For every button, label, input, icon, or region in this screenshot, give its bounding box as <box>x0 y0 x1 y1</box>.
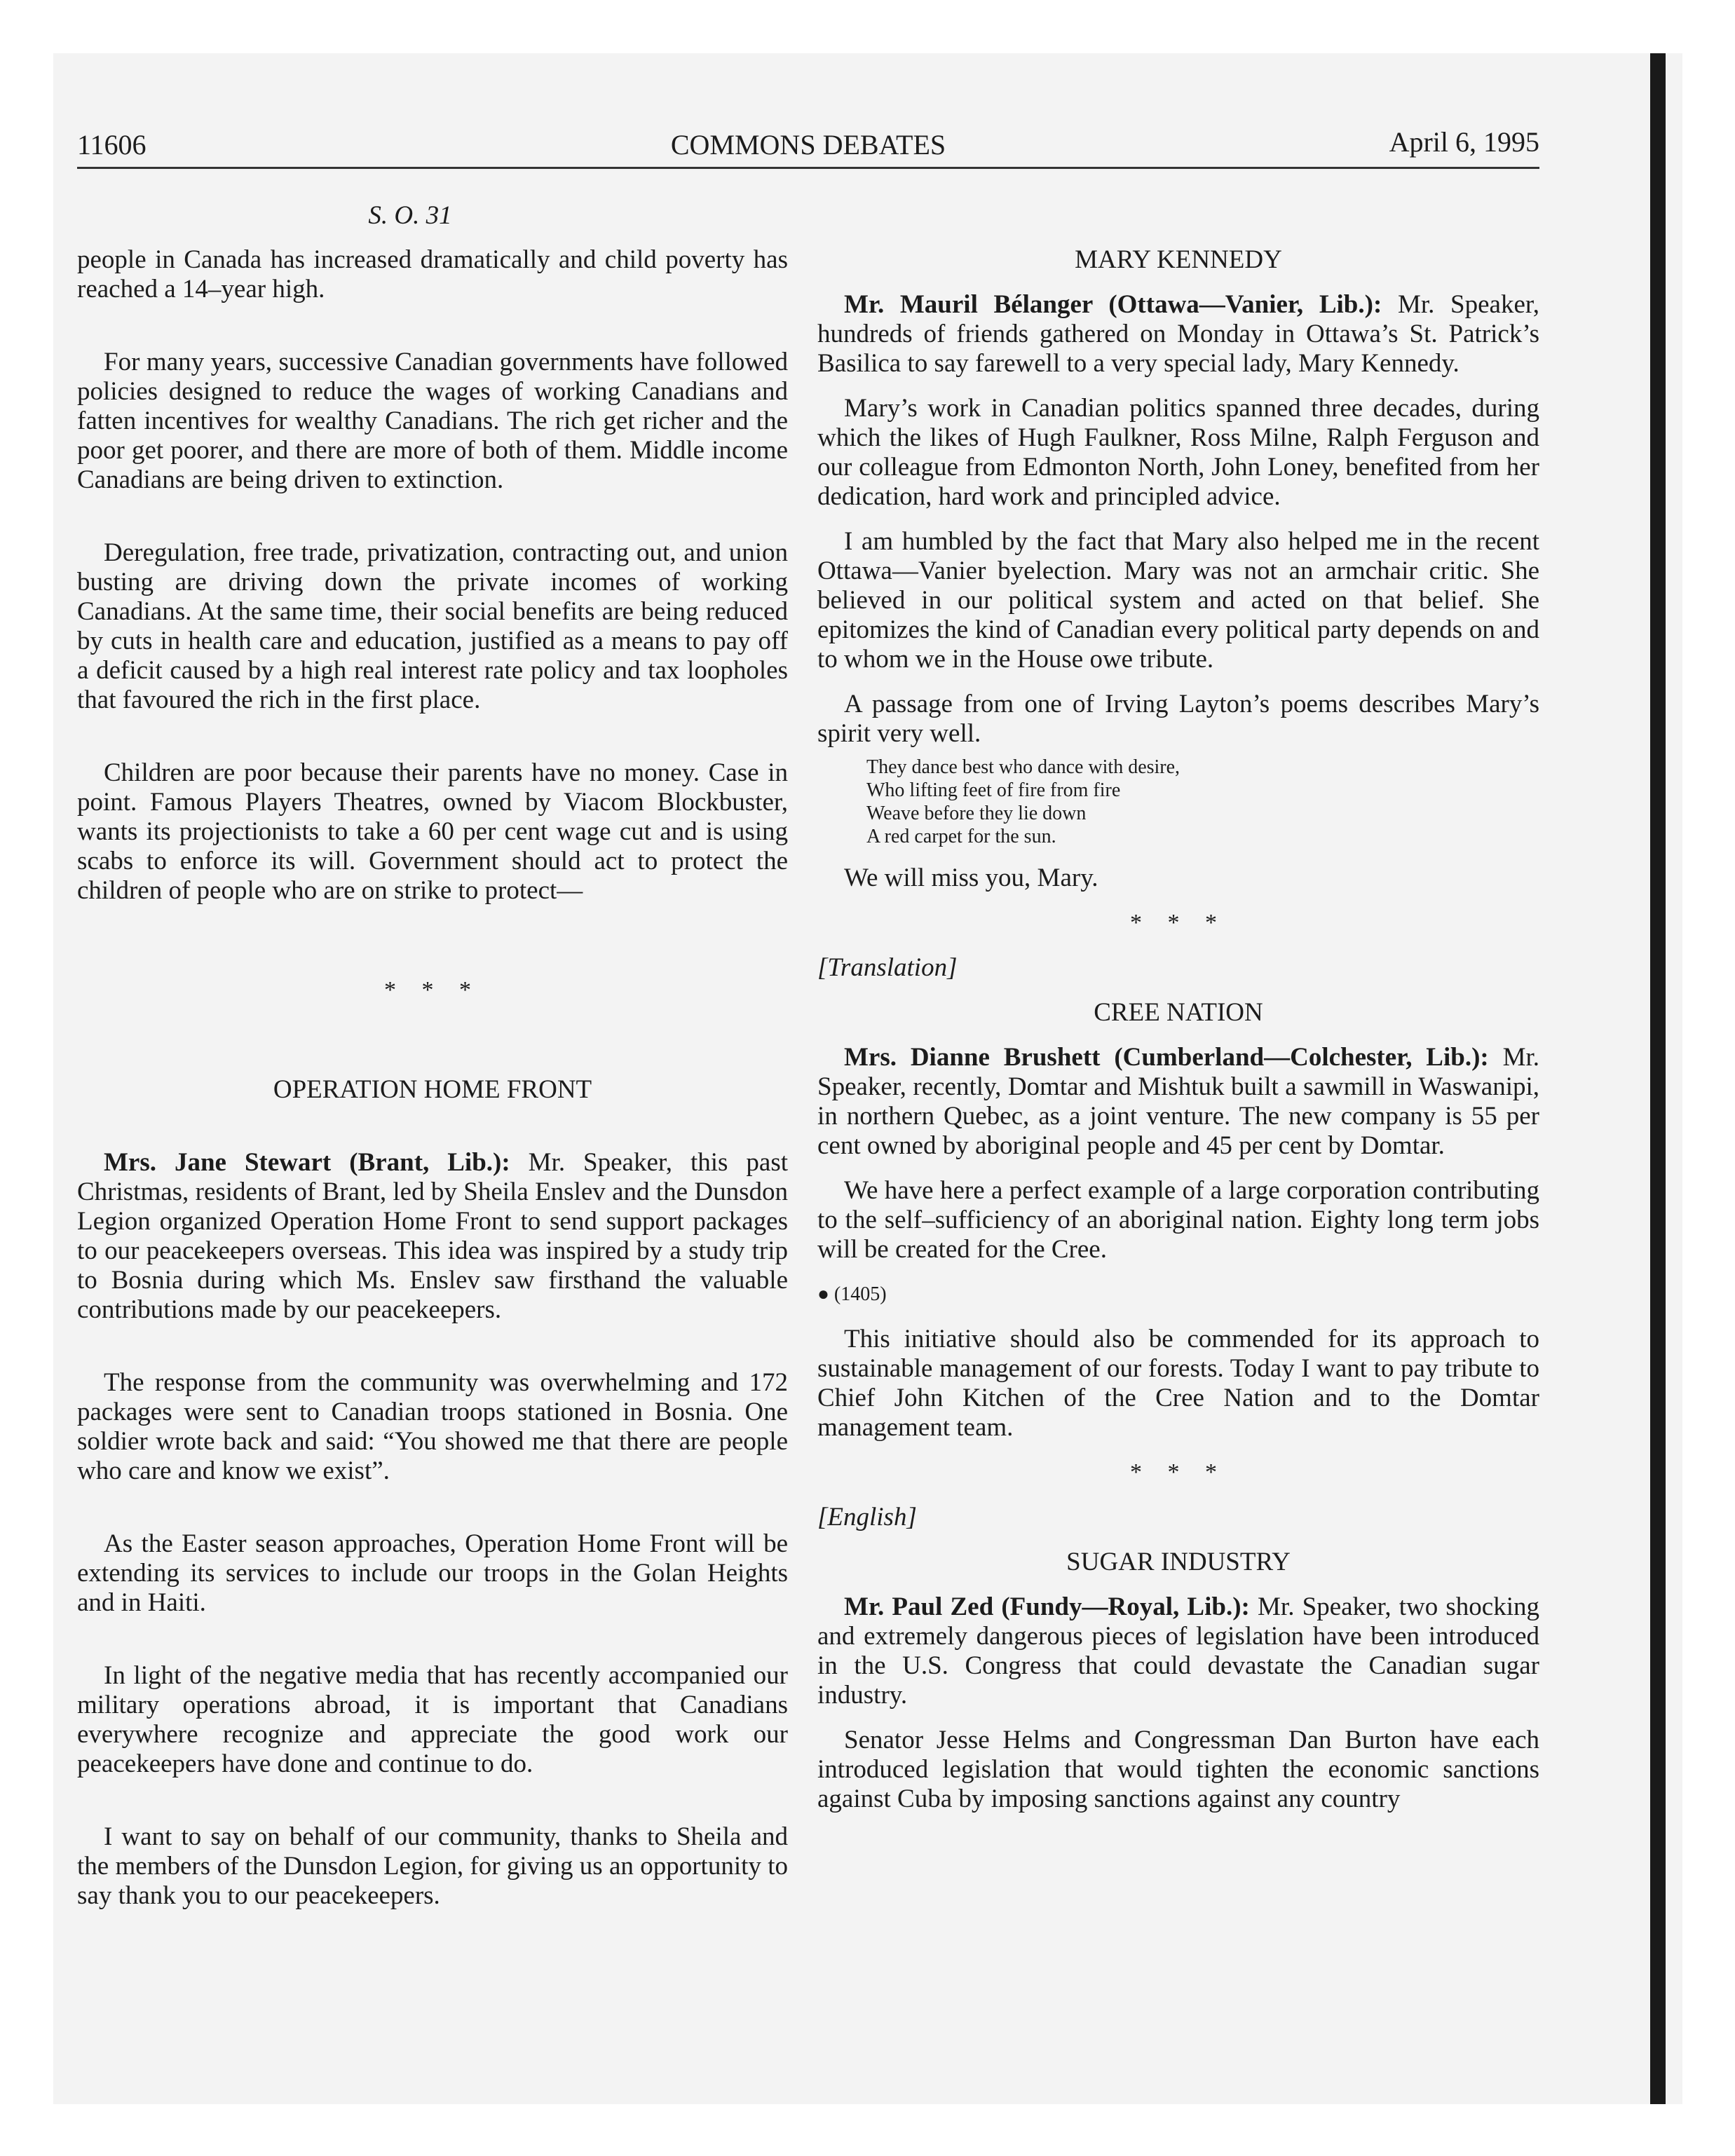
scan-edge-bar <box>1650 53 1666 2104</box>
poem-line: Who lifting feet of fire from fire <box>866 779 1121 801</box>
poem-line: They dance best who dance with desire, <box>866 756 1181 778</box>
time-marker: ● (1405) <box>817 1283 887 1305</box>
poem-quote <box>866 756 1539 848</box>
paragraph: A passage from one of Irving Layton’s poems describes Mary’s spirit very well. <box>817 690 1539 748</box>
paragraph: We have here a perfect example of a large corporation contributing to the self–sufficiency of an aboriginal nation. Eighty long term jobs will be created for the Cree. <box>817 1176 1539 1264</box>
section-heading: CREE NATION <box>1094 998 1263 1027</box>
section-heading: OPERATION HOME FRONT <box>273 1075 592 1104</box>
paragraph: Deregulation, free trade, privatization, contracting out, and union busting are driving down the private incomes of working Canadians. At the same time, their social benefits are being reduced by cuts in health care and education, justified as a means to pay off a deficit caused by a high real interest rate policy and tax loopholes that favoured the rich in the first place. <box>77 538 788 714</box>
section-separator: * * * <box>1130 910 1227 936</box>
right-column <box>817 245 1539 1814</box>
section-separator: * * * <box>1130 1459 1227 1485</box>
paragraph: In light of the negative media that has recently accompanied our military operations abroad, it is important that Canadians everywhere recognize and appreciate the good work our peacekeepers have done and continue to do. <box>77 1661 788 1778</box>
paragraph: We will miss you, Mary. <box>844 864 1098 892</box>
speaker-name: Mr. Paul Zed (Fundy—Royal, Lib.): <box>844 1592 1250 1621</box>
page-number: 11606 <box>77 129 147 161</box>
paragraph: Senator Jesse Helms and Congressman Dan Burton have each introduced legislation that would tighten the economic sanctions against Cuba by imposing sanctions against any country <box>817 1726 1539 1813</box>
publication-date: April 6, 1995 <box>1389 126 1539 158</box>
poem-line: A red carpet for the sun. <box>866 826 1056 847</box>
paragraph: people in Canada has increased dramatically and child poverty has reached a 14–year high. <box>77 245 788 303</box>
section-heading: MARY KENNEDY <box>1075 245 1282 274</box>
speech-text: Mr. Speaker, this past Christmas, residents of Brant, led by Sheila Enslev and the Dunsdon Legion organized Operation Home Front to send support packages to our peacekeepers overseas. This idea was inspired by a study trip to Bosnia during which Ms. Enslev saw firsthand the valuable contributions made by our peacekeepers. <box>77 1148 788 1324</box>
section-separator: * * * <box>384 977 481 1003</box>
speaker-name: Mrs. Jane Stewart (Brant, Lib.): <box>104 1148 510 1177</box>
paragraph: Mary’s work in Canadian politics spanned three decades, during which the likes of Hugh Faulkner, Ross Milne, Ralph Ferguson and our colleague from Edmonton North, John Loney, benefited from her dedication, hard work and principled advice. <box>817 394 1539 511</box>
section-heading: SUGAR INDUSTRY <box>1066 1548 1291 1576</box>
paragraph: I am humbled by the fact that Mary also helped me in the recent Ottawa—Vanier byelection. Mary was not an armchair critic. She believed in our political system and acted on that belief. She epitomizes the kind of Canadian every political party depends on and to whom we in the House owe tribute. <box>817 527 1539 674</box>
left-column <box>77 245 788 1911</box>
publication-title: COMMONS DEBATES <box>670 129 946 161</box>
paragraph <box>817 290 1539 378</box>
paragraph <box>817 1592 1539 1710</box>
paragraph: As the Easter season approaches, Operation Home Front will be extending its services to include our troops in the Golan Heights and in Haiti. <box>77 1529 788 1617</box>
speech-text: Mr. Speaker, recently, Domtar and Mishtuk built a sawmill in Waswanipi, in northern Quebec, as a joint venture. The new company is 55 per cent owned by aboriginal people and 45 per cent by Domtar. <box>817 1043 1540 1160</box>
paragraph: The response from the community was overwhelming and 172 packages were sent to Canadian troops stationed in Bosnia. One soldier wrote back and said: “You showed me that there are people who care and know we exist”. <box>77 1368 788 1485</box>
speaker-name: Mr. Mauril Bélanger (Ottawa—Vanier, Lib.): <box>844 290 1382 319</box>
speech-text: Mr. Speaker, hundreds of friends gathered on Monday in Ottawa’s St. Patrick’s Basilica to say farewell to a very special lady, Mary Kennedy. <box>817 290 1539 378</box>
language-marker: [Translation] <box>817 953 958 982</box>
paragraph: Children are poor because their parents have no money. Case in point. Famous Players Theatres, owned by Viacom Blockbuster, wants its projectionists to take a 60 per cent wage cut and is using scabs to enforce its will. Government should act to protect the children of people who are on strike to protect— <box>77 758 788 905</box>
paragraph <box>77 1148 788 1325</box>
speech-text: Mr. Speaker, two shocking and extremely dangerous pieces of legislation have been introduced in the U.S. Congress that could devastate the Canadian sugar industry. <box>817 1592 1540 1710</box>
poem-line: Weave before they lie down <box>866 803 1087 824</box>
paragraph <box>817 1043 1539 1161</box>
language-marker: [English] <box>817 1503 917 1531</box>
paragraph: For many years, successive Canadian governments have followed policies designed to reduce the wages of working Canadians and fatten incentives for wealthy Canadians. The rich get richer and the poor get poorer, and there are more of both of them. Middle income Canadians are being driven to extinction. <box>77 348 788 494</box>
paragraph: This initiative should also be commended for its approach to sustainable management of our forests. Today I want to pay tribute to Chief John Kitchen of the Cree Nation and to the Domtar management team. <box>817 1325 1539 1442</box>
section-marker: S. O. 31 <box>368 201 452 230</box>
page-header <box>77 128 1539 169</box>
paragraph: I want to say on behalf of our community, thanks to Sheila and the members of the Dunsdon Legion, for giving us an opportunity to say thank you to our peacekeepers. <box>77 1822 788 1910</box>
speaker-name: Mrs. Dianne Brushett (Cumberland—Colchester, Lib.): <box>844 1043 1489 1072</box>
